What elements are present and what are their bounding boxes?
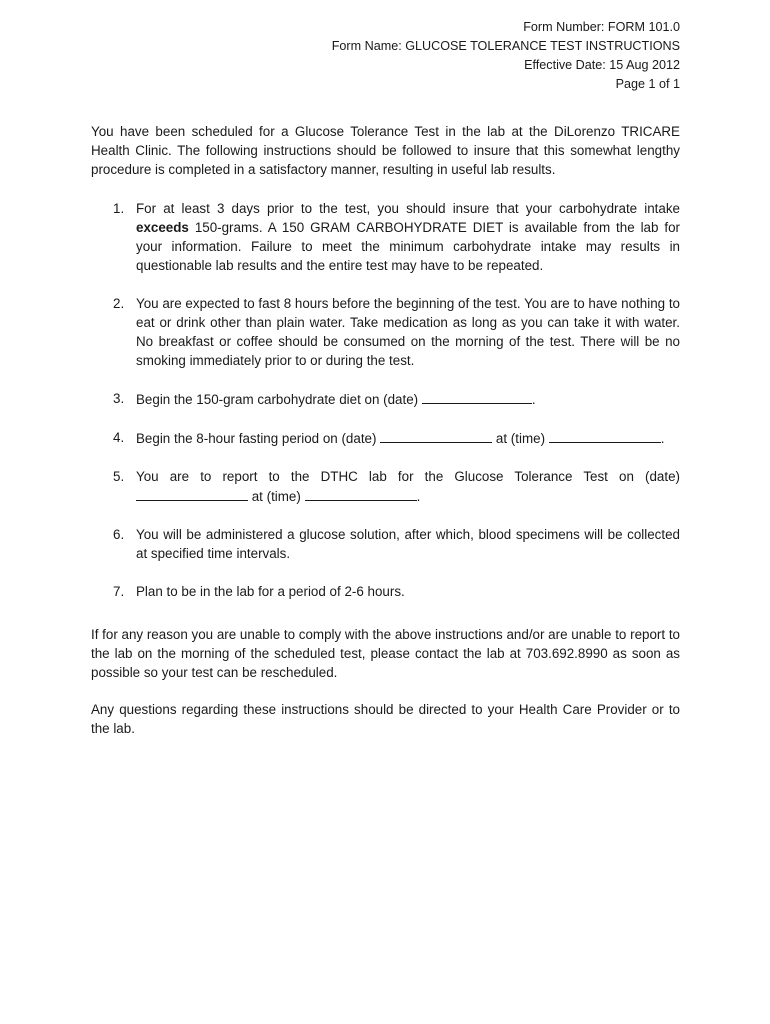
item-text: Plan to be in the lab for a period of 2-6 hours. [136,584,405,599]
instruction-list [91,199,680,601]
instruction-item-1 [91,199,680,275]
item-text: You will be administered a glucose solution, after which, blood specimens will be collected at specified time intervals. [136,527,680,561]
instruction-item-7 [91,582,680,601]
item-text: Begin the 150-gram carbohydrate diet on (date) [136,392,419,407]
item-end: . [531,392,536,407]
instruction-item-4 [91,428,680,448]
item-number: 6. [113,527,125,542]
item-number: 1. [113,201,125,216]
item-text: Begin the 8-hour fasting period on (date) [136,431,377,446]
item-end: . [416,489,421,504]
fasting-time-blank[interactable] [549,428,661,443]
diet-date-blank[interactable] [422,389,532,404]
document-body [91,122,680,738]
item-text: For at least 3 days prior to the test, you should insure that your carbohydrate intake [136,201,680,216]
intro-paragraph: You have been scheduled for a Glucose Tolerance Test in the lab at the DiLorenzo TRICARE Health Clinic. The following instructions should be followed to insure that this somewhat lengthy procedure is completed in a satisfactory manner, resulting in useful lab results. [91,124,680,177]
item-number: 3. [113,391,125,406]
instruction-item-6 [91,525,680,563]
item-text-cont: 150-grams. A 150 GRAM CARBOHYDRATE DIET is available from the lab for your information. Failure to meet the minimum carbohydrate intake may results in questionable lab results and the entire test may have to be repeated. [136,220,680,273]
form-name: Form Name: GLUCOSE TOLERANCE TEST INSTRUCTIONS [331,39,680,53]
item-text-cont: at (time) [251,489,301,504]
contact-paragraph: If for any reason you are unable to comply with the above instructions and/or are unable to report to the lab on the morning of the scheduled test, please contact the lab at 703.692.8990 as soon as possible so your test can be rescheduled. [91,627,680,680]
form-header [332,18,680,94]
item-number: 2. [113,296,125,311]
page-number: Page 1 of 1 [615,77,680,91]
item-text: You are expected to fast 8 hours before the beginning of the test. You are to have nothing to eat or drink other than plain water. Take medication as long as you can take it with water. No breakfast or coffee should be consumed on the morning of the test. There will be no smoking immediately prior to or during the test. [136,296,680,368]
item-number: 7. [113,584,125,599]
report-date-blank[interactable] [136,486,248,501]
item-number: 4. [113,430,125,445]
report-time-blank[interactable] [305,486,417,501]
instruction-item-5 [91,467,680,506]
instruction-item-3 [91,389,680,409]
instruction-item-2 [91,294,680,370]
effective-date: Effective Date: 15 Aug 2012 [524,58,680,72]
questions-paragraph: Any questions regarding these instructions should be directed to your Health Care Provider or to the lab. [91,702,680,736]
fasting-date-blank[interactable] [380,428,492,443]
item-emphasis: exceeds [136,220,189,235]
item-end: . [660,431,665,446]
item-text: You are to report to the DTHC lab for the Glucose Tolerance Test on (date) [136,469,680,484]
form-number: Form Number: FORM 101.0 [523,20,680,34]
item-text-cont: at (time) [495,431,546,446]
item-number: 5. [113,469,125,484]
